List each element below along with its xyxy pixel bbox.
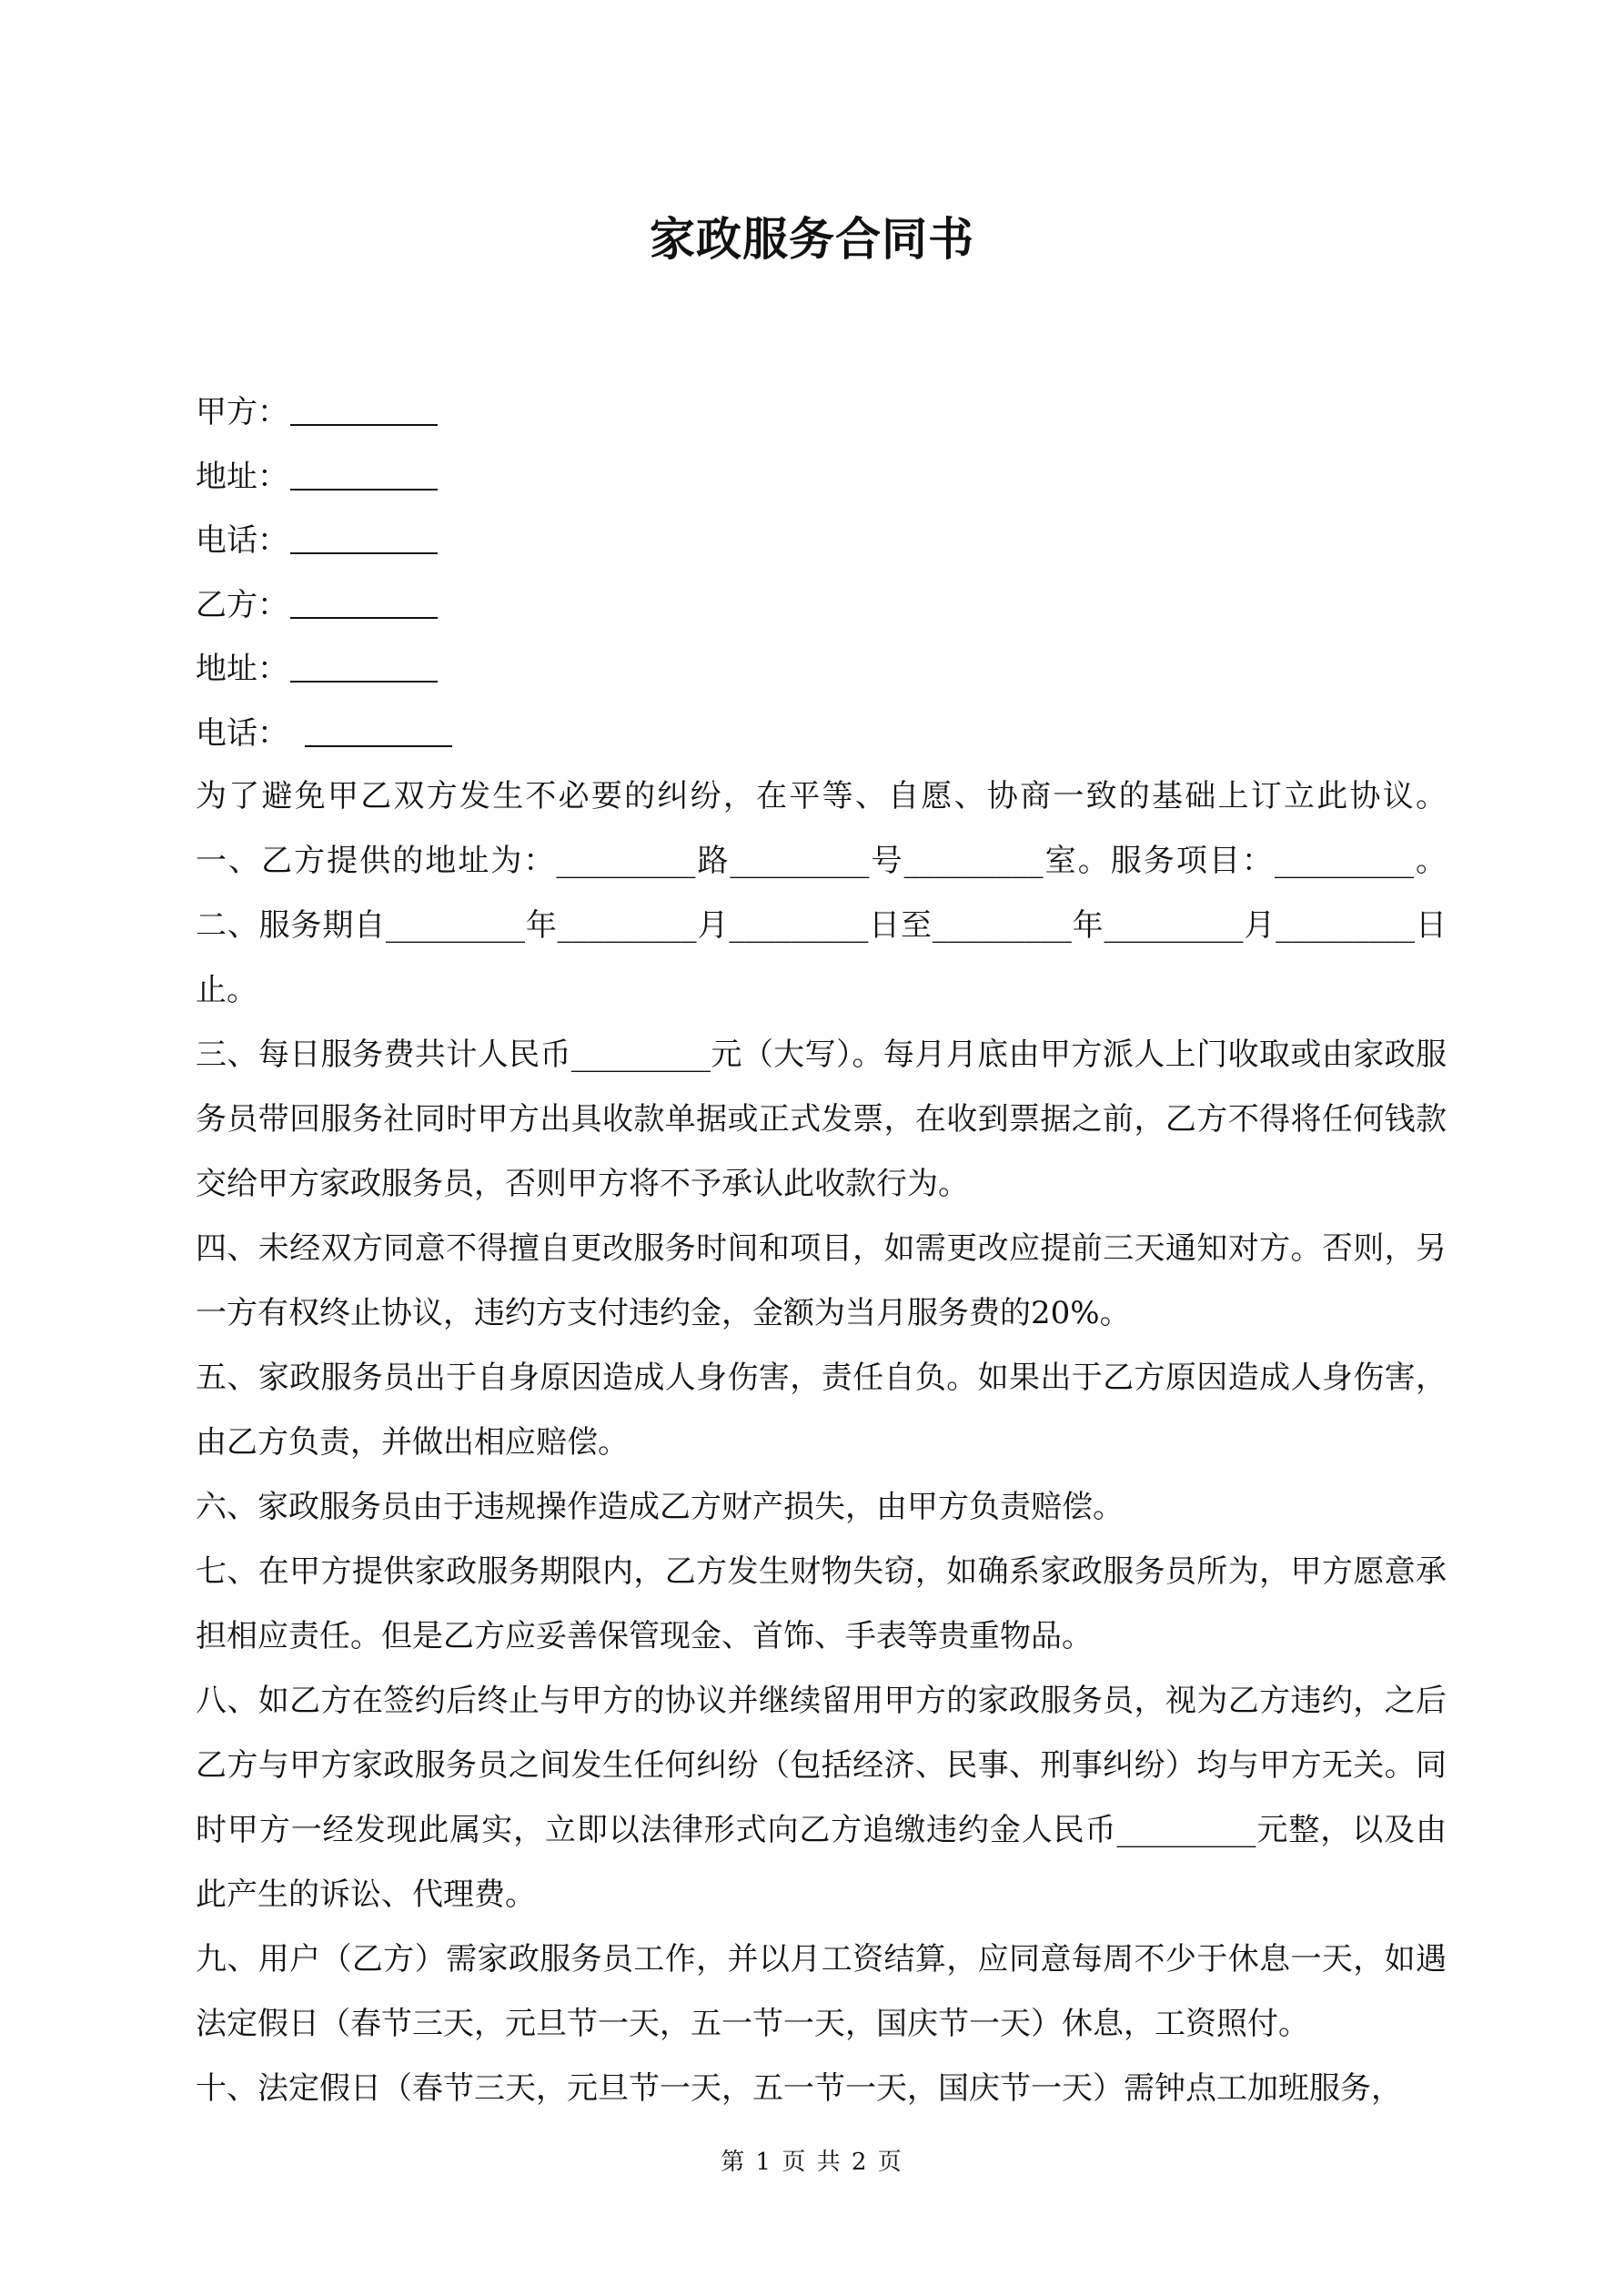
party-b-label: 乙方： bbox=[196, 586, 288, 623]
clause-6: 六、家政服务员由于违规操作造成乙方财产损失，由甲方负责赔偿。 bbox=[196, 1489, 1124, 1525]
party-b-address-blank bbox=[290, 644, 438, 683]
clause-5: 五、家政服务员出于自身原因造成人身伤害，责任自负。如果出于乙方原因造成人身伤害，由乙方负责，并做出相应赔偿。 bbox=[196, 1360, 1447, 1461]
clause-9: 九、用户（乙方）需家政服务员工作，并以月工资结算，应同意每周不少于休息一天，如遇法定假日（春节三天，元旦节一天，五一节一天，国庆节一天）休息，工资照付。 bbox=[196, 1941, 1447, 2042]
clause-4: 四、未经双方同意不得擅自更改服务时间和项目，如需更改应提前三天通知对方。否则，另一方有权终止协议，违约方支付违约金，金额为当月服务费的20%。 bbox=[196, 1230, 1447, 1331]
party-a-name-blank bbox=[290, 388, 438, 426]
party-a-name-line bbox=[196, 380, 1451, 445]
page-footer: 第 1 页 共 2 页 bbox=[721, 2149, 903, 2176]
party-b-phone-line bbox=[196, 702, 1451, 766]
clause-1: 一、乙方提供的地址为：_________路_________号_________室。服务项目：_________。 bbox=[196, 843, 1447, 879]
party-a-address-label: 地址： bbox=[196, 458, 288, 495]
clause-3: 三、每日服务费共计人民币_________元（大写）。每月月底由甲方派人上门收取或由家政服务员带回服务社同时甲方出具收款单据或正式发票，在收到票据之前，乙方不得将任何钱款交给甲方家政服务员，否则甲方将不予承认此收款行为。 bbox=[196, 1037, 1447, 1202]
party-b-address-line bbox=[196, 637, 1451, 702]
party-a-phone-line bbox=[196, 509, 1451, 573]
party-b-phone-label: 电话： bbox=[196, 714, 288, 752]
party-a-address-line bbox=[196, 445, 1451, 510]
party-a-address-blank bbox=[290, 452, 438, 491]
party-info-block bbox=[196, 380, 1451, 765]
preamble-paragraph: 为了避免甲乙双方发生不必要的纠纷，在平等、自愿、协商一致的基础上订立此协议。 bbox=[196, 778, 1447, 814]
party-a-phone-label: 电话： bbox=[196, 522, 288, 559]
party-b-name-line bbox=[196, 573, 1451, 638]
clause-10: 十、法定假日（春节三天，元旦节一天，五一节一天，国庆节一天）需钟点工加班服务， bbox=[196, 2070, 1402, 2107]
party-b-name-blank bbox=[290, 581, 438, 619]
clause-2: 二、服务期自_________年_________月_________日至_________年_________月_________日止。 bbox=[196, 907, 1447, 1008]
contract-body bbox=[196, 764, 1447, 2121]
party-a-label: 甲方： bbox=[196, 394, 288, 430]
party-b-address-label: 地址： bbox=[196, 651, 288, 687]
party-b-phone-blank bbox=[305, 709, 452, 747]
clause-7: 七、在甲方提供家政服务期限内，乙方发生财物失窃，如确系家政服务员所为，甲方愿意承担相应责任。但是乙方应妥善保管现金、首饰、手表等贵重物品。 bbox=[196, 1553, 1447, 1654]
clause-8: 八、如乙方在签约后终止与甲方的协议并继续留用甲方的家政服务员，视为乙方违约，之后乙方与甲方家政服务员之间发生任何纠纷（包括经济、民事、刑事纠纷）均与甲方无关。同时甲方一经发现此属实，立即以法律形式向乙方追缴违约金人民币_________元整，以及由此产生的诉讼、代理费。 bbox=[196, 1683, 1447, 1913]
document-title: 家政服务合同书 bbox=[650, 212, 974, 266]
party-a-phone-blank bbox=[290, 516, 438, 554]
